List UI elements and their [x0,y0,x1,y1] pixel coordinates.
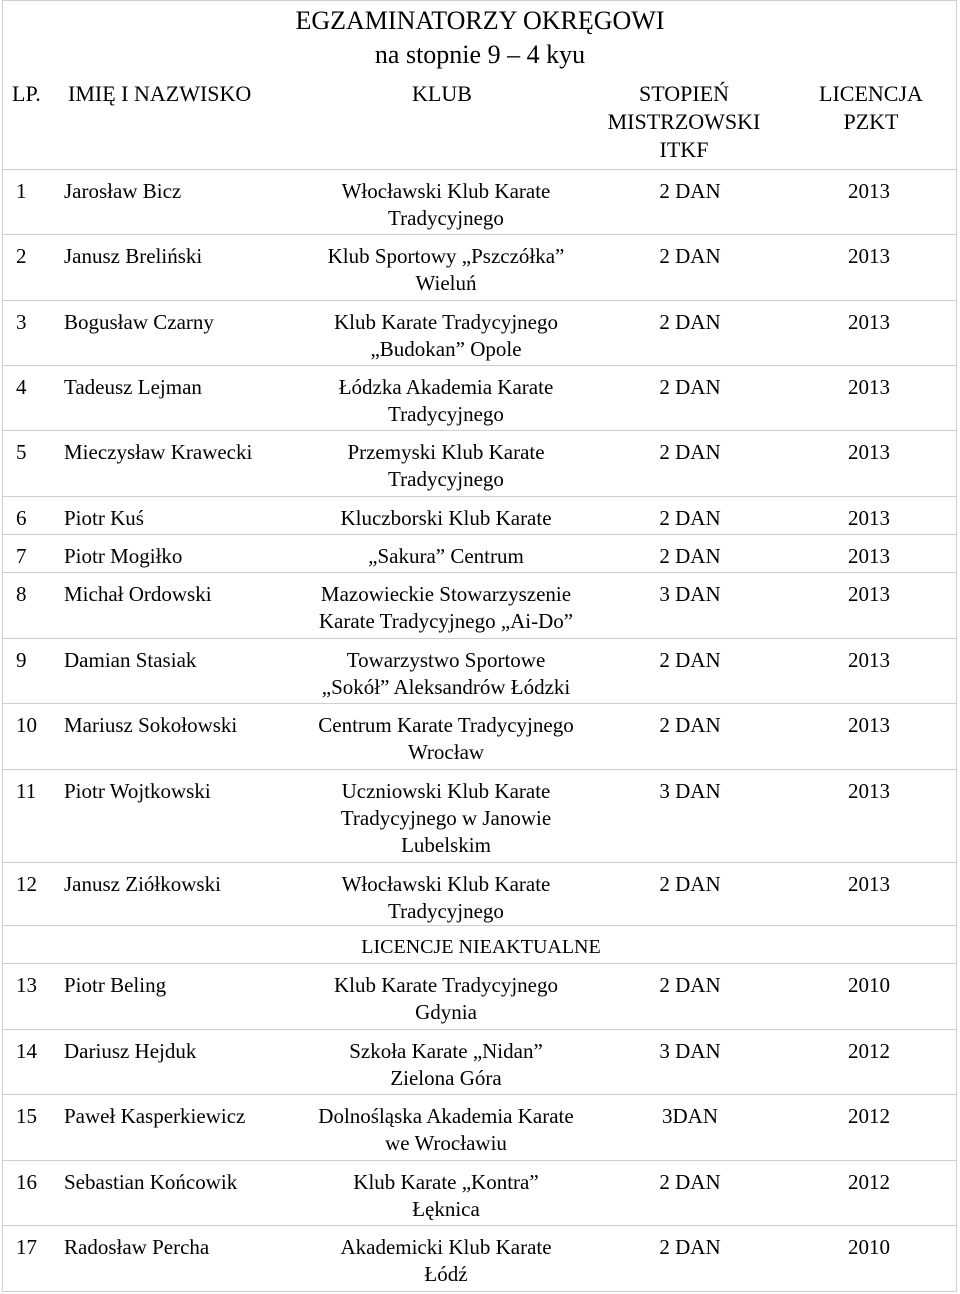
row-lp: 14 [16,1039,37,1063]
row-name: Mariusz Sokołowski [64,713,238,737]
page-title [0,4,960,72]
header-club: KLUB [412,81,472,106]
row-name: Piotr Beling [64,973,167,997]
row-club-line: „Budokan” Opole [370,337,522,361]
header-degree: STOPIEŃ MISTRZOWSKI ITKF [607,81,761,162]
row-name: Paweł Kasperkiewicz [64,1104,246,1128]
row-degree: 3DAN [662,1104,718,1128]
row-club-line: Uczniowski Klub Karate [341,779,551,803]
row-club-line: „Sakura” Centrum [368,544,524,568]
row-name: Bogusław Czarny [64,310,214,334]
table-row [2,770,957,863]
row-license-year: 2012 [848,1039,890,1063]
row-name: Jarosław Bicz [64,179,182,203]
row-name: Radosław Percha [64,1235,210,1259]
row-lp: 8 [16,582,27,606]
row-license-year: 2013 [848,310,890,334]
row-degree: 3 DAN [659,779,721,803]
row-club-line: Karate Tradycyjnego „Ai-Do” [318,609,574,633]
row-license-year: 2012 [848,1170,890,1194]
row-club-line: Tradycyjnego [388,899,504,923]
row-degree: 2 DAN [659,872,721,896]
title-line-2: na stopnie 9 – 4 kyu [374,40,586,69]
row-degree: 2 DAN [659,544,721,568]
table-row [2,431,957,497]
row-lp: 3 [16,310,27,334]
row-lp: 9 [16,648,27,672]
table-row [2,1030,957,1095]
row-license-year: 2013 [848,244,890,268]
table-row [2,170,957,235]
table-row [2,535,957,573]
table-row [2,1226,957,1292]
row-name: Janusz Ziółkowski [64,872,221,896]
row-club-line: Włocławski Klub Karate [341,872,551,896]
row-club-line: Klub Karate Tradycyjnego [334,973,558,997]
row-license-year: 2013 [848,648,890,672]
row-name: Mieczysław Krawecki [64,440,253,464]
row-club-line: „Sokół” Aleksandrów Łódzki [321,675,571,699]
row-degree: 2 DAN [659,973,721,997]
row-degree: 2 DAN [659,179,721,203]
row-name: Piotr Wojtkowski [64,779,211,803]
header-lp: LP. [12,81,41,106]
row-degree: 2 DAN [659,1170,721,1194]
row-club-line: Mazowieckie Stowarzyszenie [320,582,572,606]
row-club [300,871,592,925]
table-row [2,366,957,431]
header-license: LICENCJA PZKT [819,81,923,134]
row-lp: 11 [16,779,37,803]
row-club-line: Łódź [424,1262,468,1286]
row-club [300,1038,592,1092]
row-name: Dariusz Hejduk [64,1039,197,1063]
row-club [300,1234,592,1288]
row-club [300,439,592,493]
row-license-year: 2013 [848,179,890,203]
row-club-line: Zielona Góra [390,1066,502,1090]
row-name: Piotr Kuś [64,506,144,530]
table-row [2,863,957,926]
row-club [300,778,592,859]
row-club [300,309,592,363]
row-club-line: Towarzystwo Sportowe [346,648,546,672]
row-lp: 6 [16,506,27,530]
section-divider [2,926,957,964]
row-club-line: Kluczborski Klub Karate [340,506,552,530]
row-lp: 12 [16,872,37,896]
row-degree: 3 DAN [659,1039,721,1063]
row-license-year: 2010 [848,1235,890,1259]
row-lp: 2 [16,244,27,268]
row-club-line: Wrocław [407,740,485,764]
table-header [2,0,957,170]
row-club-line: we Wrocławiu [385,1131,507,1155]
row-degree: 2 DAN [659,506,721,530]
header-name: IMIĘ I NAZWISKO [68,81,252,106]
row-degree: 2 DAN [659,440,721,464]
table-row [2,704,957,770]
row-lp: 1 [16,179,27,203]
row-license-year: 2013 [848,375,890,399]
row-club [300,374,592,428]
row-degree: 2 DAN [659,648,721,672]
row-degree: 2 DAN [659,375,721,399]
row-club-line: Klub Sportowy „Pszczółka” [327,244,565,268]
row-club-line: Klub Karate „Kontra” [353,1170,539,1194]
row-degree: 2 DAN [659,244,721,268]
row-lp: 7 [16,544,27,568]
row-lp: 17 [16,1235,37,1259]
row-club [300,543,592,570]
row-club-line: Przemyski Klub Karate [347,440,545,464]
row-club-line: Szkoła Karate „Nidan” [349,1039,543,1063]
row-lp: 10 [16,713,37,737]
row-license-year: 2013 [848,582,890,606]
row-club-line: Łódzka Akademia Karate [338,375,554,399]
row-club [300,647,592,701]
row-license-year: 2010 [848,973,890,997]
row-club-line: Tradycyjnego [388,467,504,491]
row-degree: 2 DAN [659,310,721,334]
row-lp: 4 [16,375,27,399]
row-license-year: 2013 [848,506,890,530]
row-club [300,243,592,297]
table-row [2,1095,957,1161]
table-row [2,235,957,301]
row-club [300,581,592,635]
row-club-line: Lubelskim [401,833,491,857]
row-license-year: 2013 [848,544,890,568]
table-row [2,573,957,639]
table-row [2,1161,957,1226]
row-name: Michał Ordowski [64,582,212,606]
row-club-line: Centrum Karate Tradycyjnego [318,713,574,737]
row-club [300,178,592,232]
row-club [300,712,592,766]
row-club-line: Klub Karate Tradycyjnego [334,310,558,334]
row-lp: 13 [16,973,37,997]
table-row [2,639,957,704]
row-club-line: Tradycyjnego [388,206,504,230]
table-row [2,964,957,1030]
row-name: Sebastian Końcowik [64,1170,238,1194]
row-degree: 3 DAN [659,582,721,606]
row-club [300,1103,592,1157]
table-row [2,497,957,535]
section-label: LICENCJE NIEAKTUALNE [361,936,601,958]
row-lp: 16 [16,1170,37,1194]
row-club-line: Akademicki Klub Karate [340,1235,552,1259]
row-license-year: 2013 [848,872,890,896]
row-degree: 2 DAN [659,1235,721,1259]
row-lp: 5 [16,440,27,464]
row-license-year: 2013 [848,779,890,803]
title-line-1: EGZAMINATORZY OKRĘGOWI [295,6,665,35]
row-license-year: 2012 [848,1104,890,1128]
row-club-line: Włocławski Klub Karate [341,179,551,203]
row-club-line: Wieluń [415,271,477,295]
table-row [2,301,957,366]
row-degree: 2 DAN [659,713,721,737]
row-club-line: Łęknica [412,1197,480,1221]
row-name: Damian Stasiak [64,648,197,672]
row-club-line: Tradycyjnego [388,402,504,426]
row-club-line: Tradycyjnego w Janowie [340,806,552,830]
row-name: Piotr Mogiłko [64,544,183,568]
row-club [300,972,592,1026]
row-lp: 15 [16,1104,37,1128]
row-club-line: Gdynia [415,1000,477,1024]
row-club-line: Dolnośląska Akademia Karate [318,1104,574,1128]
row-license-year: 2013 [848,440,890,464]
row-license-year: 2013 [848,713,890,737]
row-name: Tadeusz Lejman [64,375,202,399]
row-club [300,505,592,532]
row-name: Janusz Breliński [64,244,203,268]
row-club [300,1169,592,1223]
